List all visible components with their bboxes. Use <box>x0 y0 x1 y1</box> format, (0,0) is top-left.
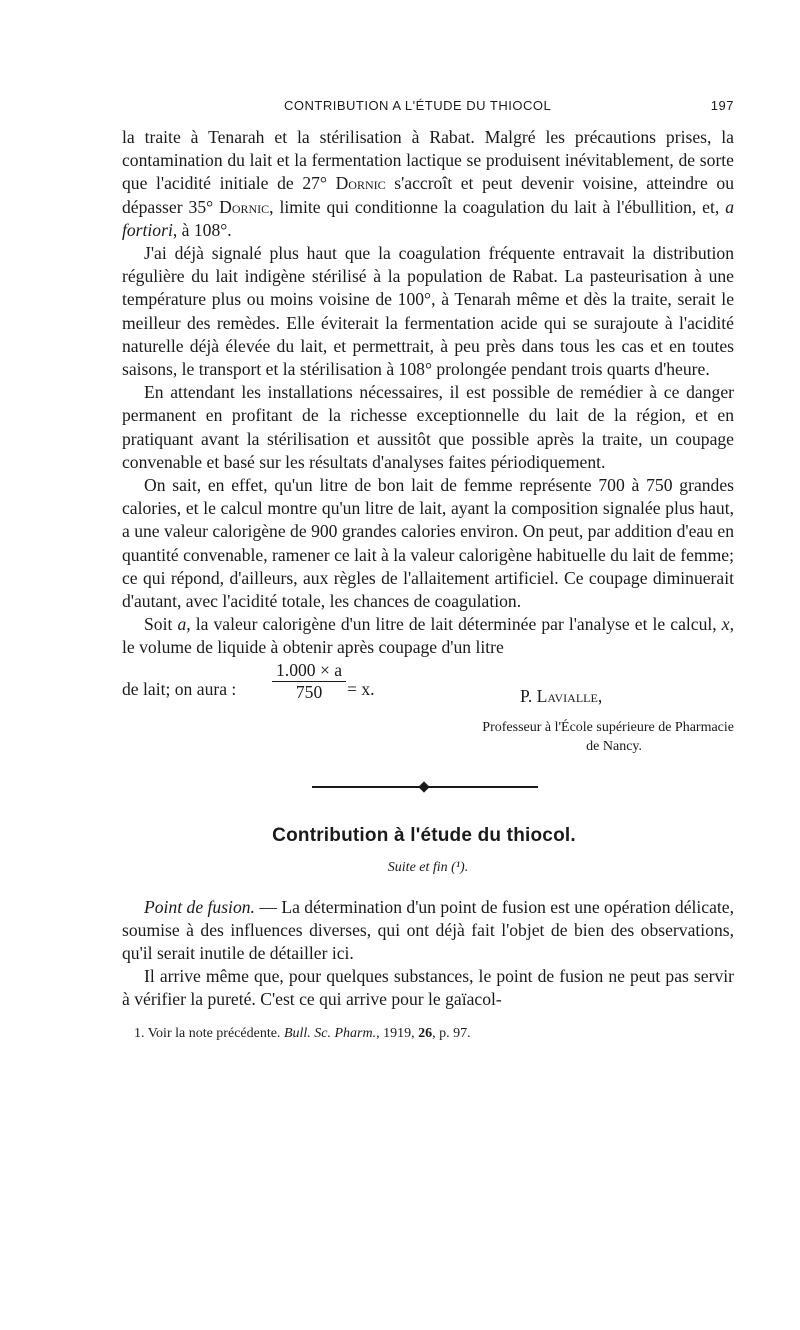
formula-line <box>122 660 734 716</box>
journal-name: Bull. Sc. Pharm. <box>283 1025 377 1041</box>
text-run-italic: a fortiori <box>122 196 735 240</box>
paragraph: Il arrive même que, pour quelques substances, le point de fusion ne peut pas servir à vérifier la pureté. C'est ce qui arrive pour le gaïacol- <box>122 966 734 1010</box>
fraction-denominator: 750 <box>295 681 323 702</box>
text-run: , p. 97. <box>432 1025 471 1041</box>
text-run: Soit <box>144 614 178 635</box>
affiliation-line: de Nancy. <box>586 738 642 754</box>
page-number: 197 <box>710 98 734 113</box>
text-run: , à 108°. <box>172 219 232 240</box>
author-name: Lavialle, <box>536 685 603 706</box>
text-run: , limite qui conditionne la coagulation du lait à l'ébullition, et, <box>269 196 726 217</box>
book-page <box>122 98 734 1042</box>
text-run: , la valeur calorigène d'un litre de lait déterminée par l'analyse et le calcul, <box>186 614 722 635</box>
fraction <box>272 660 346 703</box>
text-run: , le volume de liquide à obtenir après coupage d'un litre <box>122 614 734 658</box>
article-subtitle: Suite et fin (¹). <box>387 859 469 875</box>
fraction-numerator: 1.000 × a <box>272 660 346 682</box>
formula-result: = x. <box>347 678 375 699</box>
running-header <box>122 98 734 126</box>
volume-number: 26 <box>418 1025 433 1041</box>
paragraph: On sait, en effet, qu'un litre de bon lait de femme représente 700 à 750 grandes calories, et le calcul montre qu'un litre de lait, ayant la composition signalée plus haut, a une valeur calorigène de 900 grandes calories environ. On peut, par addition d'eau en quantité convenable, ramener ce lait à la valeur calorigène habituelle du lait de femme; ce qui répond, d'ailleurs, aux règles de l'allaitement artificiel. Ce coupage diminuerait d'autant, avec l'acidité totale, les chances de coagulation. <box>122 475 734 612</box>
affiliation-line: Professeur à l'École supérieure de Pharmacie <box>482 719 734 735</box>
variable-a: a <box>177 614 187 635</box>
paragraph <box>122 896 734 966</box>
text-run-smallcaps: Dornic <box>335 173 386 194</box>
text-run: , 1919, <box>376 1025 419 1041</box>
formula-lead: de lait; on aura : <box>122 678 237 699</box>
author-affiliation <box>122 718 734 756</box>
author-initial: P. <box>520 685 533 706</box>
paragraph <box>122 126 734 242</box>
text-run: — La détermination d'un point de fusion est une opération délicate, soumise à des influences diverses, qui ont déjà fait l'objet de bien des observations, qu'il serait inutile de détailler ici. <box>122 896 734 964</box>
diamond-ornament-icon <box>418 781 429 792</box>
section-label: Point de fusion. <box>144 896 255 917</box>
paragraph: En attendant les installations nécessaires, il est possible de remédier à ce danger permanent en profitant de la richesse exceptionnelle du lait de la région, et en pratiquant avant la stérilisation et aussitôt que possible après la traite, un coupage convenable et basé sur les résultats d'analyses faites périodiquement. <box>122 382 734 472</box>
section-divider <box>122 756 734 818</box>
article-title: Contribution à l'étude du thiocol. <box>272 824 576 846</box>
text-run: la traite à Tenarah et la stérilisation à Rabat. Malgré les précautions prises, la contamination du lait et la fermentation lactique se produisent inévitablement, de sorte que l'acidité initiale de 27° <box>122 127 734 194</box>
variable-x: x <box>721 614 730 635</box>
paragraph <box>122 613 734 659</box>
text-run: s'accroît et peut devenir voisine, atteindre ou dépasser 35° <box>122 173 734 217</box>
running-title: CONTRIBUTION A L'ÉTUDE DU THIOCOL <box>284 98 552 113</box>
text-run-smallcaps: Dornic <box>219 196 270 217</box>
text-run: 1. Voir la note précédente. <box>134 1025 284 1041</box>
paragraph: J'ai déjà signalé plus haut que la coagulation fréquente entravait la distribution régulière du lait indigène stérilisé à la population de Rabat. La pasteurisation à une température plus ou moins voisine de 100°, à Tenarah même et dès la traite, serait le meilleur des remèdes. Elle éviterait la fermentation acide qui se surajoute à l'acidité naturelle déjà élevée du lait, et permettrait, à peu près dans tous les cas et en toutes saisons, le transport et la stérilisation à 108° prolongée pendant trois quarts d'heure. <box>122 243 734 380</box>
author-signature <box>520 686 602 707</box>
footnote <box>122 1026 734 1042</box>
